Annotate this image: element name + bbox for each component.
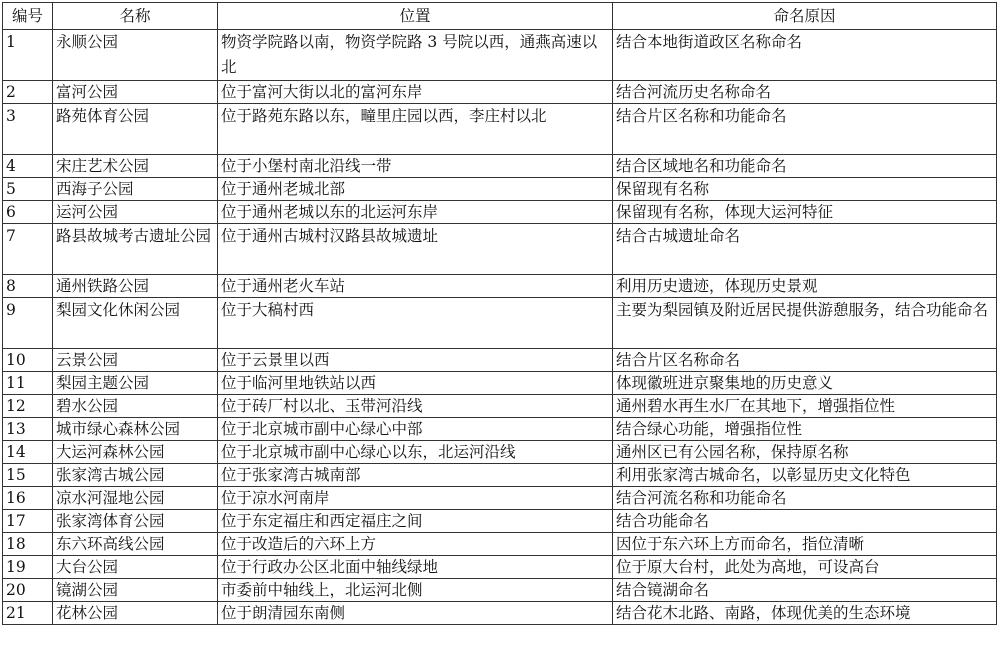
table-row (3, 418, 997, 441)
table-row (3, 298, 997, 349)
cell-number: 10 (3, 349, 53, 372)
cell-location: 位于张家湾古城南部 (218, 464, 613, 487)
cell-name: 通州铁路公园 (53, 275, 218, 298)
cell-name: 凉水河湿地公园 (53, 487, 218, 510)
cell-location: 位于大稿村西 (218, 298, 613, 349)
cell-name: 路县故城考古遗址公园 (53, 224, 218, 275)
table-row (3, 201, 997, 224)
cell-reason: 位于原大台村，此处为高地，可设高台 (613, 556, 997, 579)
header-row (3, 3, 997, 30)
cell-location: 市委前中轴线上，北运河北侧 (218, 579, 613, 602)
cell-reason: 结合功能命名 (613, 510, 997, 533)
cell-reason: 通州碧水再生水厂在其地下，增强指位性 (613, 395, 997, 418)
cell-number: 5 (3, 178, 53, 201)
park-naming-table (2, 2, 997, 625)
table-row (3, 224, 997, 275)
cell-location: 位于通州老城北部 (218, 178, 613, 201)
table-row (3, 30, 997, 81)
cell-reason: 结合花木北路、南路，体现优美的生态环境 (613, 602, 997, 625)
cell-number: 15 (3, 464, 53, 487)
cell-reason: 主要为梨园镇及附近居民提供游憩服务，结合功能命名 (613, 298, 997, 349)
cell-reason: 结合古城遗址命名 (613, 224, 997, 275)
cell-name: 大运河森林公园 (53, 441, 218, 464)
table-row (3, 104, 997, 155)
cell-location: 位于改造后的六环上方 (218, 533, 613, 556)
cell-name: 云景公园 (53, 349, 218, 372)
cell-location: 位于北京城市副中心绿心中部 (218, 418, 613, 441)
cell-location: 位于东定福庄和西定福庄之间 (218, 510, 613, 533)
cell-number: 13 (3, 418, 53, 441)
table-row (3, 487, 997, 510)
cell-number: 18 (3, 533, 53, 556)
cell-name: 城市绿心森林公园 (53, 418, 218, 441)
cell-number: 4 (3, 155, 53, 178)
cell-location: 位于通州老火车站 (218, 275, 613, 298)
cell-reason: 结合河流名称和功能命名 (613, 487, 997, 510)
cell-number: 14 (3, 441, 53, 464)
table-row (3, 155, 997, 178)
header-number: 编号 (3, 3, 53, 30)
header-reason: 命名原因 (613, 3, 997, 30)
cell-number: 9 (3, 298, 53, 349)
cell-number: 3 (3, 104, 53, 155)
cell-name: 大台公园 (53, 556, 218, 579)
cell-name: 永顺公园 (53, 30, 218, 81)
cell-number: 21 (3, 602, 53, 625)
cell-location: 位于砖厂村以北、玉带河沿线 (218, 395, 613, 418)
cell-name: 路苑体育公园 (53, 104, 218, 155)
cell-reason: 通州区已有公园名称，保持原名称 (613, 441, 997, 464)
cell-reason: 结合片区名称和功能命名 (613, 104, 997, 155)
cell-location: 位于通州老城以东的北运河东岸 (218, 201, 613, 224)
cell-name: 宋庄艺术公园 (53, 155, 218, 178)
cell-number: 7 (3, 224, 53, 275)
cell-location: 位于朗清园东南侧 (218, 602, 613, 625)
cell-number: 1 (3, 30, 53, 81)
cell-location: 位于临河里地铁站以西 (218, 372, 613, 395)
cell-reason: 结合镜湖命名 (613, 579, 997, 602)
cell-location: 位于云景里以西 (218, 349, 613, 372)
cell-location: 位于行政办公区北面中轴线绿地 (218, 556, 613, 579)
cell-location: 位于小堡村南北沿线一带 (218, 155, 613, 178)
cell-reason: 因位于东六环上方而命名，指位清晰 (613, 533, 997, 556)
cell-reason: 结合区域地名和功能命名 (613, 155, 997, 178)
table-row (3, 441, 997, 464)
cell-reason: 结合本地街道政区名称命名 (613, 30, 997, 81)
cell-location: 位于富河大街以北的富河东岸 (218, 81, 613, 104)
cell-reason: 利用历史遗迹，体现历史景观 (613, 275, 997, 298)
cell-name: 镜湖公园 (53, 579, 218, 602)
table-row (3, 510, 997, 533)
cell-location: 物资学院路以南，物资学院路 3 号院以西，通燕高速以北 (218, 30, 613, 81)
cell-number: 20 (3, 579, 53, 602)
table-row (3, 372, 997, 395)
cell-reason: 利用张家湾古城命名，以彰显历史文化特色 (613, 464, 997, 487)
cell-reason: 结合绿心功能，增强指位性 (613, 418, 997, 441)
cell-name: 东六环高线公园 (53, 533, 218, 556)
cell-location: 位于路苑东路以东，疃里庄园以西，李庄村以北 (218, 104, 613, 155)
table-row (3, 178, 997, 201)
cell-name: 花林公园 (53, 602, 218, 625)
cell-number: 8 (3, 275, 53, 298)
cell-location: 位于通州古城村汉路县故城遗址 (218, 224, 613, 275)
cell-reason: 结合片区名称命名 (613, 349, 997, 372)
table-row (3, 579, 997, 602)
cell-location: 位于凉水河南岸 (218, 487, 613, 510)
header-location: 位置 (218, 3, 613, 30)
cell-name: 运河公园 (53, 201, 218, 224)
cell-reason: 体现徽班进京聚集地的历史意义 (613, 372, 997, 395)
cell-reason: 结合河流历史名称命名 (613, 81, 997, 104)
table-row (3, 275, 997, 298)
cell-number: 2 (3, 81, 53, 104)
table-row (3, 464, 997, 487)
cell-name: 西海子公园 (53, 178, 218, 201)
cell-location: 位于北京城市副中心绿心以东，北运河沿线 (218, 441, 613, 464)
cell-number: 6 (3, 201, 53, 224)
table-row (3, 395, 997, 418)
cell-name: 张家湾古城公园 (53, 464, 218, 487)
header-name: 名称 (53, 3, 218, 30)
cell-number: 17 (3, 510, 53, 533)
table-row (3, 533, 997, 556)
table-row (3, 349, 997, 372)
table-row (3, 602, 997, 625)
cell-name: 富河公园 (53, 81, 218, 104)
cell-name: 梨园主题公园 (53, 372, 218, 395)
cell-reason: 保留现有名称 (613, 178, 997, 201)
cell-reason: 保留现有名称，体现大运河特征 (613, 201, 997, 224)
cell-number: 19 (3, 556, 53, 579)
cell-name: 张家湾体育公园 (53, 510, 218, 533)
cell-name: 梨园文化休闲公园 (53, 298, 218, 349)
cell-number: 16 (3, 487, 53, 510)
cell-number: 11 (3, 372, 53, 395)
cell-name: 碧水公园 (53, 395, 218, 418)
table-row (3, 556, 997, 579)
table-row (3, 81, 997, 104)
cell-number: 12 (3, 395, 53, 418)
